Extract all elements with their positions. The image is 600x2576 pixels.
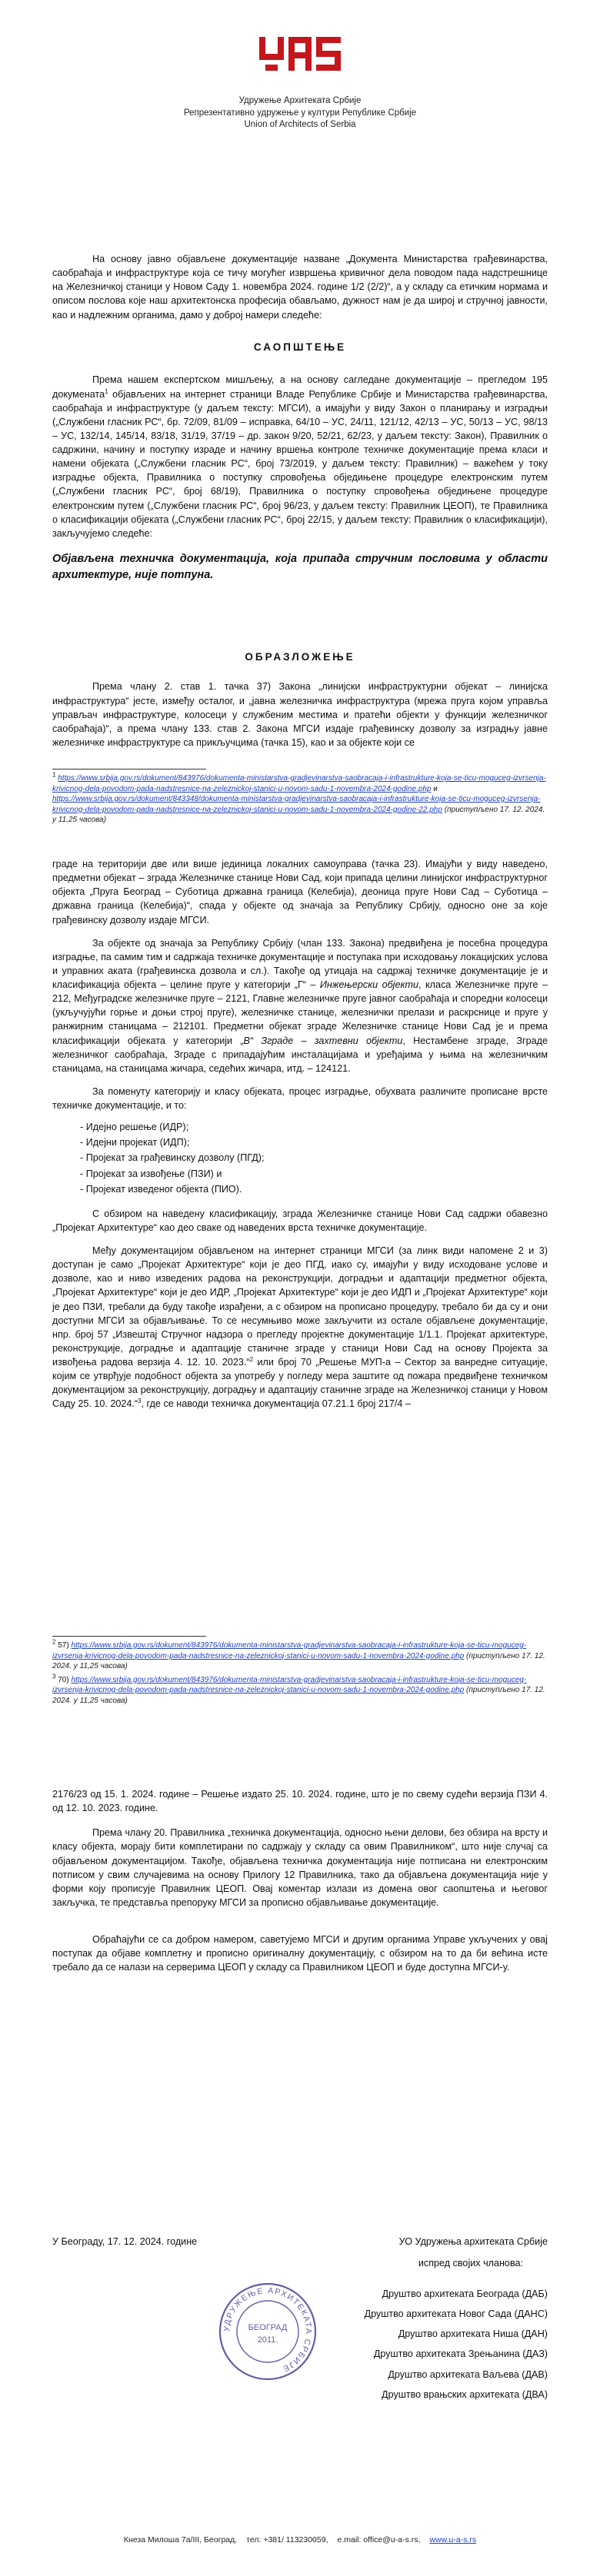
- member-list: [365, 2287, 548, 2408]
- member-item: Друштво архитеката Ниша (ДАН): [398, 2328, 548, 2340]
- doc-type-item: - Идејни пројекат (ИДП);: [80, 1137, 190, 1148]
- reasoning-paragraph-1: Према члану 2. став 1. тачка 37) Закона „линијски инфраструктурни објекат – линијска инфраструктура“ јесте, између осталог, и „јавна железничка инфраструктура (мрежа пруга којом управља управљач инфраструктуре, колосеци у службеним местима и пратећи објекти у функцији железничког саобраћаја)“, а према члану 133. став 2. Закона МГСИ издаје грађевинску дозволу за изградњу јавне железничке инфраструктуре са прикључцима (тачка 15), као и за објекте који се: [52, 681, 548, 748]
- reasoning-paragraph-4: С обзиром на наведену класификацију, зграда Железничке станице Нови Сад садржи обавезно „Пројекат Архитектуре“ као део сваке од наведених врста техничке документације.: [52, 1208, 548, 1233]
- doc-type-item: - Пројекат за извођење (ПЗИ) и: [80, 1168, 222, 1179]
- announcement-paragraph: [52, 373, 548, 540]
- announcement-text-a: Према нашем експертском мишљењу, а на основу сагледане документације – прегледом 195 докумената: [52, 374, 548, 400]
- footnote-3: $^3$ 70) https://www.srbija.gov.rs/dokument/843976/dokumenta-ministarstva-gradjevinarstva-saobracaja-i-infrastrukture-koja-se-ticu-moguceg-izvrsenja-krivicnog-dela-povodom-pada-nadstresnice-na-zeleznickoj-stanici-u-novom-sadu-1-novembra-2024-godine.php (приступљено 17. 12. 2024. у 11,25 часова): [52, 1673, 545, 1705]
- announcement-text-b: објављених на интернет страници Владе Републике Србије и Министарства грађевинарства, саобраћаја и инфраструктуре (у даљем тексту: МГСИ), а имајући у виду Закон о планирању и изградњи („Службени гласник РС“, бр. 72/09, 81/09 – исправка, 64/10 – УС, 24/11, 121/12, 42/13 – УС, 50/13 – УС, 98/13 – УС, 132/14, 145/14, 83/18, 31/19, 37/19 – др. закон 9/20, 52/21, 62/23, у даљем тексту: Закон), Правилник о садржини, начину и поступку израде и начину вршења контроле техничке документације према класи и намени објеката („Службени гласник РС“, број 73/2019, у даљем тексту: Правилник) – важећем у току изградње објекта, Правилника о поступку спровођења обједињене процедуре електронским путем („Службени гласник РС“, број 68/19), Правилника о поступку спровођења обједињене процедуре електронским путем („Службени гласник РС“, број 96/23, у даљем тексту: Правилник ЦЕОП), те Правилника о класификацији објеката („Службени гласник РС“, број 22/15, у даљем тексту: Правилник о класификацији), закључујемо следеће:: [52, 388, 548, 539]
- reasoning-paragraph-3: За поменуту категорију и класу објеката, процес изградње, обухвата различите прописане врсте техничке документације, и то:: [52, 1085, 548, 1111]
- doc-types-list: [80, 1120, 548, 1196]
- footnote-ref-2: 2: [249, 1355, 254, 1363]
- org-name-english: Union of Architects of Serbia: [244, 120, 356, 130]
- footnote-ref-1: 1: [105, 387, 108, 395]
- announcement-section: [52, 340, 548, 583]
- org-name: Удружење Архитеката Србије: [238, 96, 362, 105]
- footnote-1-link-a[interactable]: https://www.srbija.gov.rs/dokument/843976/dokumenta-ministarstva-gradjevinarstva-saobracaja-i-infrastrukture-koja-se-ticu-moguceg-izvrsenja-krivicnog-dela-povodom-pada-nadstresnice-na-zeleznickoj-stanici-u-novom-sadu-1-novembra-2024-godine.php: [52, 774, 546, 793]
- member-item: Друштво врањских архитеката (ДВА): [382, 2388, 548, 2400]
- reasoning-paragraph-6: Према члану 20. Правилника „техничка документација, односно њени делови, без обзира на врсту и класу објекта, морају бити комплетирани по садржају у складу са овим Правилником“, што није случај са објављеном документацијом. Такође, објављена техничка документација није потписана ни електронским потписом у свим случајевима на основу Прилогу 12 Правилника, тако да објављена документација није у форми коју прописује Правилник ЦЕОП. Овај коментар излази из домена овог саопштења и његовог закључка, те представља препоруку МГСИ за прописно објављивање документације.: [52, 1827, 548, 1908]
- footer-website[interactable]: www.u-a-s.rs: [429, 2535, 477, 2544]
- official-stamp: [218, 2282, 318, 2382]
- footnote-3-link[interactable]: https://www.srbija.gov.rs/dokument/843976/dokumenta-ministarstva-gradjevinarstva-saobracaja-i-infrastrukture-koja-se-ticu-moguceg-izvrsenja-krivicnog-dela-povodom-pada-nadstresnice-na-zeleznickoj-stanici-u-novom-sadu-1-novembra-2024-godine.php: [52, 1675, 527, 1694]
- reasoning-paragraph-5-cont: 2176/23 од 15. 1. 2024. године – Решење издато 25. 10. 2024. године, што је по свему судећи верзија ПЗИ 4. од 12. 10. 2023. године.: [52, 1789, 548, 1814]
- letterhead: [0, 35, 600, 131]
- stamp-year: 2011.: [257, 2335, 278, 2345]
- reasoning-paragraph-2: За објекте од значаја за Републику Србију (члан 133. Закона) предвиђена је посебна процедура изградње, па самим тим и садржаја техничке документације и поступака при исходовању локацијских услова и управних аката (грађевинска дозвола и сл.). Такође од утицаја на садржај техничке документације је и класификација објекта – целине пруге у категорији „Г“ – Инжењерски објекти, класа Железничке пруге – 212, Међуградске железничке пруге – 2121, Главне железничке пруге јавног саобраћаја и споредни колосеци (укључујући горње и доњи строј пруге), железничке станице, железнички прелази и раскрснице и пруге у ранжирним станицама – 212101. Предметни објекат зграде Железничке станице Нови Сад је и према класификацији објеката у категорији „В“ Зграде – захтевни објекти, Нестамбене зграде, Зграде железничког саобраћаја, Зграде с припадајућим инсталацијама и уређајима у њима на железничким станицама, на станицама жичара, седећих жичара, итд. – 124121.: [52, 937, 548, 1074]
- footnote-1-link-b[interactable]: https://www.srbija.gov.rs/dokument/843348/dokumenta-ministarstva-gradjevinarstva-saobracaja-i-infrastrukture-koja-se-ticu-moguceg-izvrsenja-krivicnog-dela-povodom-pada-nadstresnice-na-zeleznickoj-stanici-u-novom-sadu-1-novembra-2024-godine-22.php: [52, 795, 541, 814]
- footnote-ref-3: 3: [138, 1398, 142, 1405]
- doc-type-item: - Пројекат за грађевинску дозволу (ПГД);: [80, 1152, 265, 1164]
- footer-email[interactable]: e.mail: office@u-a-s.rs,: [337, 2535, 421, 2544]
- member-item: Друштво архитеката Новог Сада (ДАНС): [364, 2308, 548, 2320]
- footnote-rule: [52, 1636, 206, 1637]
- member-item: Друштво архитеката Београда (ДАБ): [382, 2288, 548, 2299]
- footnotes-page-2: [52, 1636, 548, 1709]
- reasoning-continued: [52, 857, 548, 1411]
- signer: УО Удружења архитеката Србије: [398, 2236, 548, 2247]
- footer-phone: тел: +381/ 113230059,: [246, 2535, 328, 2544]
- member-item: Друштво архитеката Зрењанина (ДАЗ): [373, 2348, 548, 2360]
- doc-type-item: - Пројекат изведеног објекта (ПИО).: [80, 1183, 242, 1195]
- category-g: Инжењерски објекти: [319, 979, 419, 990]
- member-item: Друштво архитеката Ваљева (ДАВ): [388, 2368, 548, 2380]
- reasoning-title: ОБРАЗЛОЖЕЊЕ: [245, 651, 355, 663]
- reasoning-final: [52, 1787, 548, 1974]
- stamp-text: УДРУЖЕЊЕ АРХИТЕКАТА СРБИЈЕ: [222, 2285, 314, 2374]
- category-v: В“ Зграде – захтевни објекти: [243, 1035, 403, 1046]
- reasoning-paragraph-1-cont: граде на територији две или више јединица локалних самоуправа (тачка 23). Имајући у виду наведено, предметни објекат – зграда Железничке станице Нови Сад, који припада целини линијског инфраструктурног објекта „Пруга Београд – Суботица државна граница (Келебија), деоница пруге Нови Сад – Суботица – државна граница (Келебија)“, спада у објекте од значаја за Републику Србију, односно оне за које грађевинску дозволу издаје МГСИ.: [52, 859, 548, 926]
- org-description: Репрезентативно удружење у култури Републике Србије: [183, 108, 417, 118]
- reasoning-section: [52, 650, 548, 750]
- footnote-2: $^2$ 57) https://www.srbija.gov.rs/dokument/843976/dokumenta-ministarstva-gradjevinarstva-saobracaja-i-infrastrukture-koja-se-ticu-moguceg-izvrsenja-krivicnog-dela-povodom-pada-nadstresnice-na-zeleznickoj-stanici-u-novom-sadu-1-novembra-2024-godine.php (приступљено 17. 12. 2024. у 11,25 часова): [52, 1638, 545, 1670]
- page-footer: [0, 2534, 600, 2546]
- on-behalf: испред својих чланова:: [418, 2258, 523, 2269]
- reasoning-paragraph-7: Обраћајући се са добром намером, саветујемо МГСИ и другим органима Управе укључених у овај поступак да објаве комплетну и прописно оригиналну документацију, с обзиром на то да би већина исте требало да се налази на серверима ЦЕОП у складу са Правилником ЦЕОП и буде доступна МГСИ-у.: [52, 1934, 548, 1973]
- intro-paragraph: На основу јавно објављене документације названe „Документа Министарства грађевинарства, саобраћаја и инфраструктуре која се тичу могућег извршења кривичног дела поводом пада надстрешнице на Железничкој станици у Новом Саду 1. новембра 2024. године 1/2 (2/2)“, а у складу са етичким нормама и описом послова које наш архитектонска професија обављамо, дужност нам је да широј и стручној јавности, као и надлежним органима, дамо у доброј намери следеће:: [52, 254, 548, 321]
- announcement-title: САОПШТЕЊЕ: [253, 341, 347, 353]
- uas-logo: [258, 35, 342, 78]
- footer-address: Кнеза Милоша 7а/III, Београд,: [123, 2535, 238, 2544]
- reasoning-paragraph-5: Међу документацијом објављеном на интернет страници МГСИ (за линк види напомене 2 и 3) доступан је само „Пројекат Архитектуре“ који је део ПГД, иако су, имајући у виду исходоване услове и дозволе, као и ниво изведених радова на реконструкцији, доградњи и адаптацији предметног објекта, „Пројекат Архитектуре“ који је део ИДР, „Пројекат Архитектуре“ који је део ИДП и „Пројекат Архитектуре“ који је део ПЗИ, требали да буду такође израђени, а с обзиром на прописано процедуру, требало би да су и они доступни МГСИ за објављивање. То се несумњиво може закључити из остале објављене документације, нпр. број 57 „Извештај Стручног надзора о прегледу пројектне документације 1/1.1. Пројекат архитектуре, реконструкције, доградње и адаптације станичне зграде у станици Нови Сад на основу Пројекта за извођења радова верзија 4. 12. 10. 2023.“$^2$ или број 70 „Решење МУП-а – Сектор за ванредне ситуације, којим се утврђује подобност објекта за употребу у погледу мера заштите од пожара предвиђене техничком документацијом за реконструкцију, доградњу и адаптацију станичне зграде на Железничкој станици у Новом Саду 25. 10. 2024.“$^3$, где се наводи техничка документација 07.21.1 број 217/4 –: [52, 1245, 548, 1410]
- footnote-1: $^1$ https://www.srbija.gov.rs/dokument/843976/dokumenta-ministarstva-gradjevinarstva-saobracaja-i-infrastrukture-koja-se-ticu-moguceg-izvrsenja-krivicnog-dela-povodom-pada-nadstresnice-na-zeleznickoj-stanici-u-novom-sadu-1-novembra-2024-godine.php и https://www.srbija.gov.rs/dokument/843348/dokumenta-ministarstva-gradjevinarstva-saobracaja-i-infrastrukture-koja-se-ticu-moguceg-izvrsenja-krivicnog-dela-povodom-pada-nadstresnice-na-zeleznickoj-stanici-u-novom-sadu-1-novembra-2024-godine-22.php (приступљено 17. 12. 2024. у 11,25 часова): [52, 771, 546, 824]
- signature-block: [0, 2235, 548, 2270]
- doc-type-item: - Идејно решење (ИДР);: [80, 1122, 189, 1133]
- footnotes-page-1: [52, 769, 548, 829]
- intro-section: [52, 252, 548, 322]
- stamp-city: БЕОГРАД: [248, 2323, 288, 2332]
- conclusion-statement: Објављена техничка документација, која припада стручним пословима у области архитектуре, није потпуна.: [52, 552, 548, 581]
- place-date: У Београду, 17. 12. 2024. године: [52, 2236, 198, 2247]
- footnote-2-link[interactable]: https://www.srbija.gov.rs/dokument/843976/dokumenta-ministarstva-gradjevinarstva-saobracaja-i-infrastrukture-koja-se-ticu-moguceg-izvrsenja-krivicnog-dela-povodom-pada-nadstresnice-na-zeleznickoj-stanici-u-novom-sadu-1-novembra-2024-godine.php: [52, 1641, 527, 1660]
